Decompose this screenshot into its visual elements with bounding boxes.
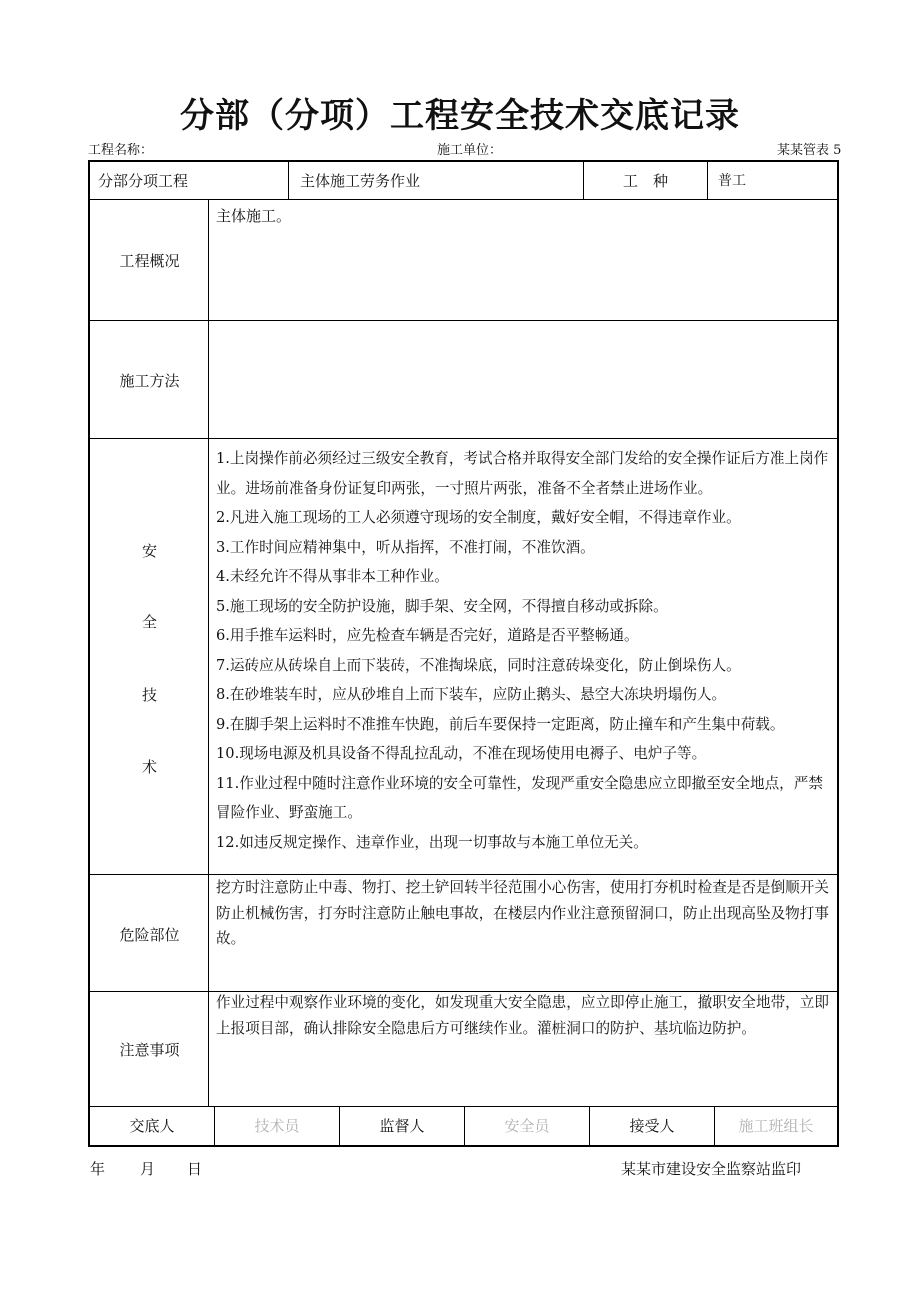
section-label: 分部分项工程 — [98, 172, 189, 190]
safety-item-4: 4.未经允许不得从事非本工种作业。 — [216, 568, 449, 585]
safety-label-char-3: 技 — [141, 686, 157, 704]
project-name-label: 工程名称： — [88, 143, 154, 158]
safety-item-12: 12.如违反规定操作、违章作业，出现一切事故与本施工单位无关。 — [216, 833, 648, 851]
overview-text: 主体施工。 — [216, 207, 292, 225]
handover-label: 交底人 — [129, 1117, 175, 1135]
safety-item-7: 7.运砖应从砖垛自上而下装砖，不准掏垛底，同时注意砖垛变化，防止倒垛伤人。 — [216, 656, 741, 674]
receiver-label: 接受人 — [629, 1117, 675, 1135]
safety-item-5: 5.施工现场的安全防护设施，脚手架、安全网，不得擅自移动或拆除。 — [216, 597, 668, 615]
overview-label: 工程概况 — [119, 252, 180, 270]
construction-unit-label: 施工单位： — [437, 143, 503, 158]
receiver-value: 施工班组长 — [738, 1117, 814, 1135]
notes-label: 注意事项 — [119, 1041, 180, 1059]
notes-text: 作业过程中观察作业环境的变化，如发现重大安全隐患，应立即停止施工，撤职安全地带，立即上报项目部，确认排除安全隐患后方可继续作业。灌桩洞口的防护、基坑临边防护。 — [216, 994, 829, 1037]
form-code: 某某管表 5 — [777, 143, 842, 158]
safety-label-char-1: 安 — [141, 542, 157, 560]
method-label: 施工方法 — [119, 372, 180, 390]
date-day: 日 — [187, 1160, 203, 1178]
safety-item-3: 3.工作时间应精神集中，听从指挥，不准打闹，不准饮酒。 — [216, 538, 595, 556]
safety-label-char-4: 术 — [141, 758, 157, 776]
safety-items — [216, 444, 836, 857]
safety-item-1: 1.上岗操作前必须经过三级安全教育，考试合格并取得安全部门发给的安全操作证后方准上岗作业。进场前准备身份证复印两张，一寸照片两张，准备不全者禁止进场作业。 — [216, 450, 829, 497]
hazard-label: 危险部位 — [119, 926, 180, 944]
record-table — [88, 160, 839, 1147]
supervision-stamp: 某某市建设安全监察站监印 — [621, 1160, 802, 1178]
date-month: 月 — [140, 1160, 156, 1178]
safety-item-10: 10.现场电源及机具设备不得乱拉乱动，不准在现场使用电褥子、电炉子等。 — [216, 745, 707, 762]
safety-item-8: 8.在砂堆装车时，应从砂堆自上而下装车，应防止鹅头、悬空大冻块坍塌伤人。 — [216, 686, 727, 703]
date-year: 年 — [90, 1160, 106, 1178]
supervisor-label: 监督人 — [379, 1117, 425, 1135]
hazard-text: 挖方时注意防止中毒、物打、挖土铲回转半径范围小心伤害，使用打夯机时检查是否是倒顺开关防止机械伤害，打夯时注意防止触电事故，在楼层内作业注意预留洞口，防止出现高坠及物打事故。 — [216, 879, 829, 947]
handover-value: 技术员 — [254, 1117, 300, 1135]
trade-value: 普工 — [718, 173, 746, 189]
safety-label-char-2: 全 — [141, 613, 157, 631]
trade-label: 工 种 — [622, 172, 668, 190]
safety-item-11: 11.作业过程中随时注意作业环境的安全可靠性，发现严重安全隐患应立即撤至安全地点，严禁冒险作业、野蛮施工。 — [216, 774, 823, 821]
safety-item-6: 6.用手推车运料时，应先检查车辆是否完好，道路是否平整畅通。 — [216, 627, 639, 644]
safety-item-9: 9.在脚手架上运料时不准推车快跑，前后车要保持一定距离，防止撞车和产生集中荷载。 — [216, 715, 785, 733]
document-title: 分部（分项）工程安全技术交底记录 — [180, 96, 740, 136]
safety-item-2: 2.凡进入施工现场的工人必须遵守现场的安全制度，戴好安全帽，不得违章作业。 — [216, 509, 741, 526]
supervisor-value: 安全员 — [504, 1117, 550, 1135]
section-value: 主体施工劳务作业 — [300, 172, 421, 190]
